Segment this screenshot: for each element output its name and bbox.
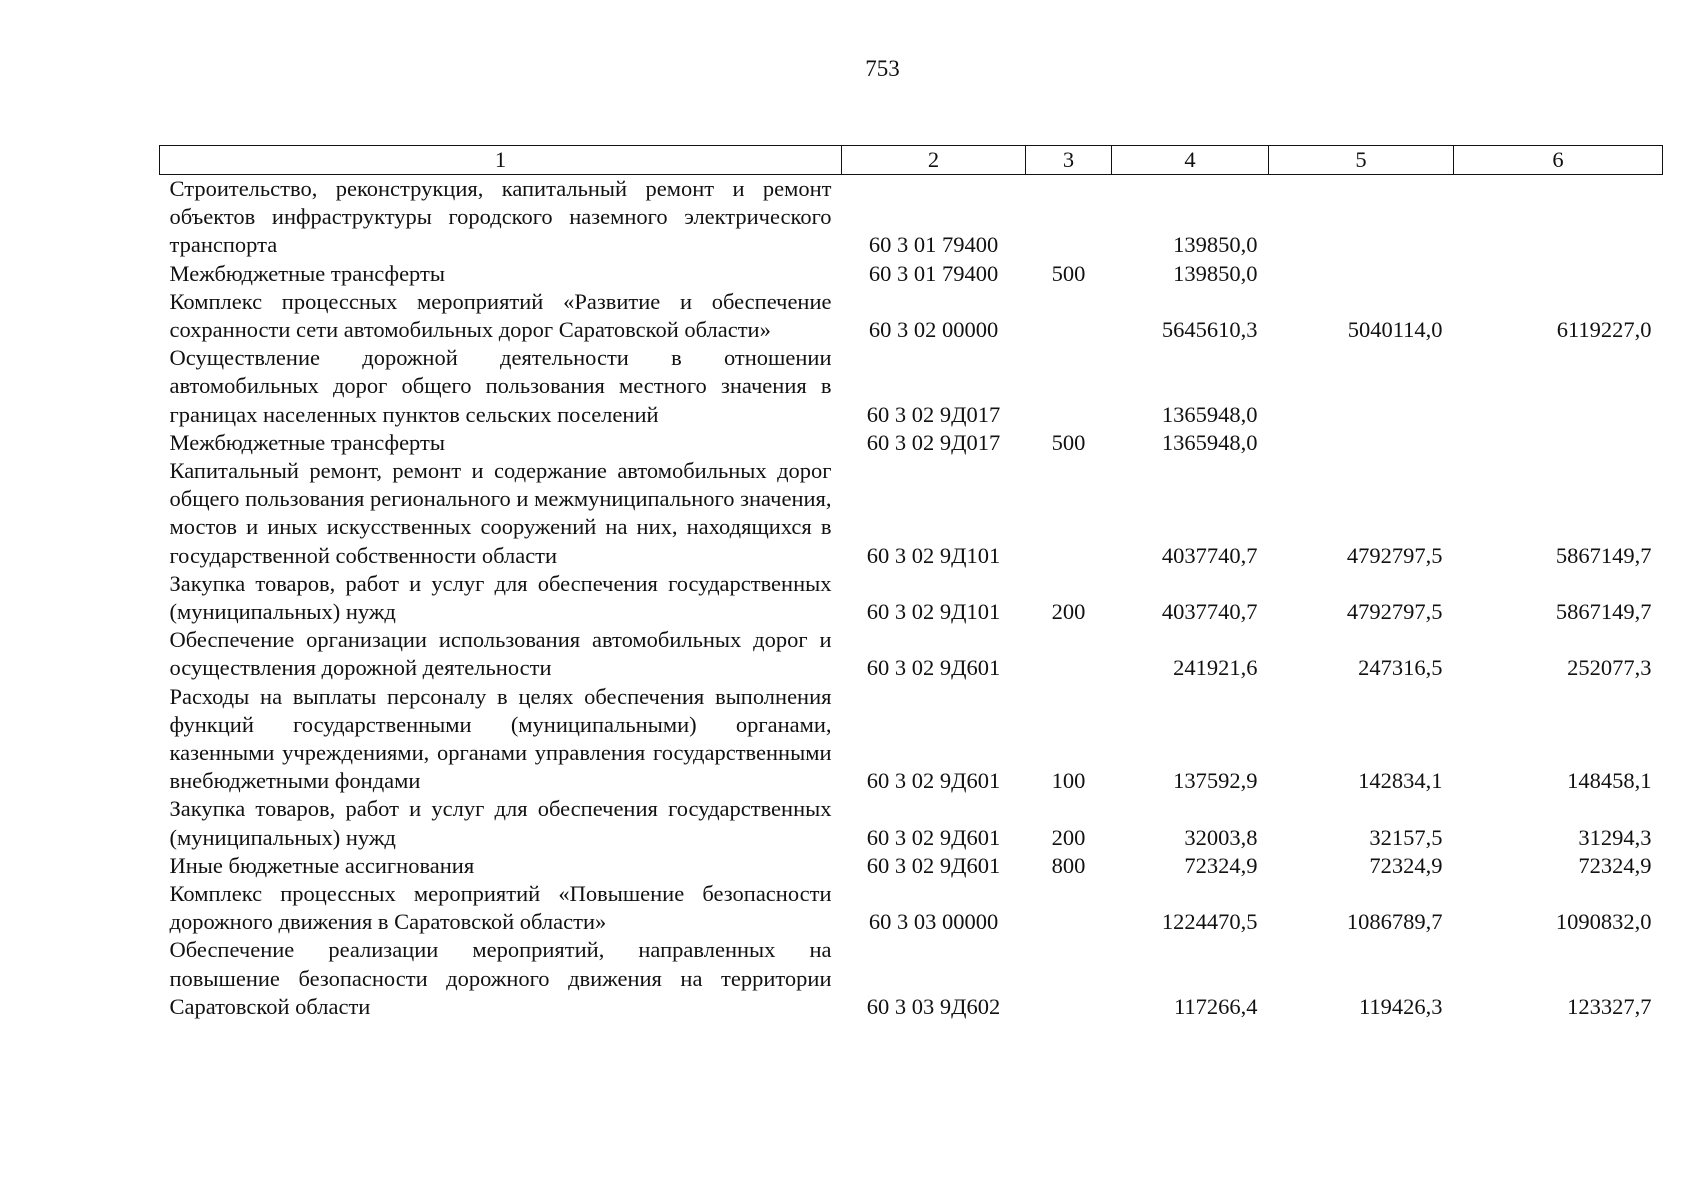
row-value-col5: 1086789,7 [1346,909,1443,935]
column-header-4: 4 [1112,146,1269,175]
row-value-col5 [1269,175,1454,260]
row-value-col5: 119426,3 [1358,993,1443,1019]
row-expense-type [1026,288,1112,344]
table-row [160,626,1663,682]
row-code: 60 3 02 9Д601 [866,655,1001,681]
row-value-col5: 32157,5 [1369,824,1443,850]
row-code: 60 3 02 9Д101 [866,542,1001,568]
row-value-col5: 4792797,5 [1346,542,1443,568]
table-row [160,457,1663,570]
column-header-2: 2 [842,146,1026,175]
row-value-col4: 32003,8 [1184,824,1258,850]
column-header-1: 1 [160,146,842,175]
table-row [160,429,1663,457]
row-code: 60 3 02 9Д601 [866,824,1001,850]
row-code: 60 3 01 79400 [868,260,999,286]
row-name: Капитальный ремонт, ремонт и содержание автомобильных дорог общего пользования регионального и межмуниципального значения, мостов и иных искусственных сооружений на них, находящихся в государственной собственности области [169,458,832,568]
row-code: 60 3 02 9Д017 [866,429,1001,455]
row-value-col4: 241921,6 [1173,655,1258,681]
row-name: Межбюджетные трансферты [169,429,445,455]
row-expense-type: 800 [1051,852,1086,878]
row-value-col5: 72324,9 [1369,852,1443,878]
row-value-col6: 5867149,7 [1555,542,1652,568]
row-value-col4: 4037740,7 [1161,542,1258,568]
row-expense-type [1026,936,1112,1021]
row-name: Комплекс процессных мероприятий «Развитие и обеспечение сохранности сети автомобильных дорог Саратовской области» [169,288,832,343]
row-value-col6 [1454,260,1663,288]
row-value-col5: 4792797,5 [1346,599,1443,625]
table-header [160,146,1663,175]
row-value-col4: 72324,9 [1184,852,1258,878]
row-code: 60 3 02 00000 [868,317,999,343]
row-expense-type [1026,880,1112,936]
row-value-col4: 139850,0 [1173,232,1258,258]
table-row [160,260,1663,288]
row-expense-type: 200 [1051,599,1086,625]
row-value-col5: 247316,5 [1358,655,1443,681]
row-expense-type: 500 [1051,260,1086,286]
row-expense-type [1026,626,1112,682]
table-row [160,288,1663,344]
row-value-col5 [1269,260,1454,288]
row-code: 60 3 03 9Д602 [866,993,1001,1019]
row-expense-type [1026,344,1112,429]
page-number: 753 [865,56,900,81]
row-value-col6: 1090832,0 [1555,909,1652,935]
row-value-col6: 5867149,7 [1555,599,1652,625]
budget-table [159,145,1663,1021]
column-header-6: 6 [1454,146,1663,175]
row-value-col5 [1269,344,1454,429]
table-row [160,570,1663,626]
row-value-col4: 139850,0 [1173,260,1258,286]
row-name: Иные бюджетные ассигнования [169,852,475,878]
row-value-col4: 137592,9 [1173,768,1258,794]
row-code: 60 3 03 00000 [868,909,999,935]
row-value-col6 [1454,429,1663,457]
row-name: Строительство, реконструкция, капитальный ремонт и ремонт объектов инфраструктуры городского наземного электрического транспорта [169,176,832,258]
row-value-col6: 252077,3 [1567,655,1652,681]
row-code: 60 3 02 9Д101 [866,599,1001,625]
row-value-col6 [1454,175,1663,260]
row-value-col5: 5040114,0 [1347,317,1443,343]
row-name: Осуществление дорожной деятельности в отношении автомобильных дорог общего пользования местного значения в границах населенных пунктов сельских поселений [169,345,832,427]
header-row [160,146,1663,175]
row-value-col5 [1269,429,1454,457]
row-value-col6: 31294,3 [1578,824,1652,850]
table-row [160,852,1663,880]
row-name: Межбюджетные трансферты [169,260,445,286]
row-value-col6: 123327,7 [1567,993,1652,1019]
column-header-5: 5 [1269,146,1454,175]
row-name: Обеспечение реализации мероприятий, направленных на повышение безопасности дорожного движения на территории Саратовской области [169,937,832,1019]
row-value-col4: 5645610,3 [1161,317,1258,343]
table-row [160,795,1663,851]
column-header-3: 3 [1026,146,1112,175]
row-value-col4: 4037740,7 [1161,599,1258,625]
row-expense-type [1026,175,1112,260]
row-expense-type: 100 [1051,768,1086,794]
table-row [160,344,1663,429]
row-name: Расходы на выплаты персоналу в целях обеспечения выполнения функций государственными (муниципальными) органами, казенными учреждениями, органами управления государственными внебюджетными фондами [169,683,832,794]
table-body [160,175,1663,1022]
row-expense-type: 500 [1051,429,1086,455]
row-value-col4: 1224470,5 [1161,909,1258,935]
row-name: Закупка товаров, работ и услуг для обеспечения государственных (муниципальных) нужд [169,570,832,625]
table-row [160,880,1663,936]
row-code: 60 3 02 9Д601 [866,852,1001,878]
table-row [160,936,1663,1021]
row-value-col6: 6119227,0 [1556,317,1652,343]
row-name: Обеспечение организации использования автомобильных дорог и осуществления дорожной деятельности [169,627,832,681]
table-row [160,175,1663,260]
row-code: 60 3 02 9Д017 [866,401,1001,427]
row-expense-type: 200 [1051,824,1086,850]
row-value-col4: 1365948,0 [1161,401,1258,427]
row-expense-type [1026,457,1112,570]
row-value-col6: 72324,9 [1578,852,1652,878]
table-row [160,683,1663,796]
row-value-col5: 142834,1 [1358,768,1443,794]
row-value-col6 [1454,344,1663,429]
row-code: 60 3 02 9Д601 [866,768,1001,794]
row-value-col4: 1365948,0 [1161,429,1258,455]
row-name: Комплекс процессных мероприятий «Повышение безопасности дорожного движения в Саратовской области» [169,881,832,935]
row-value-col6: 148458,1 [1567,768,1652,794]
row-value-col4: 117266,4 [1173,993,1258,1019]
row-name: Закупка товаров, работ и услуг для обеспечения государственных (муниципальных) нужд [169,796,832,850]
row-code: 60 3 01 79400 [868,232,999,258]
